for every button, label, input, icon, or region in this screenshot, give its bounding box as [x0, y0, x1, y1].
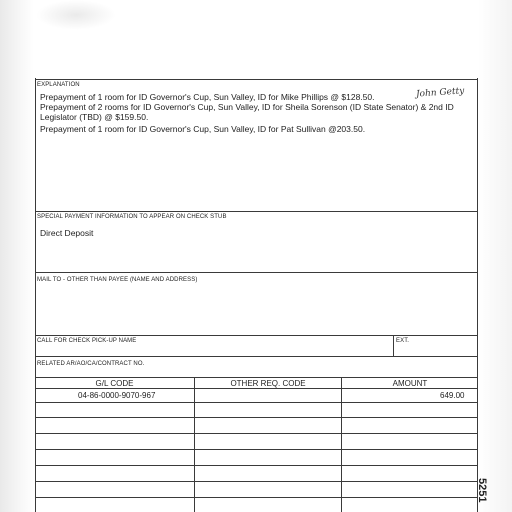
mail-to-label: MAIL TO - OTHER THAN PAYEE (NAME AND ADDRESS) [37, 277, 198, 283]
table-row-line [35, 497, 478, 498]
divider-call-pickup [35, 335, 478, 336]
table-top [35, 377, 478, 378]
handwritten-signature: John Getty [415, 86, 465, 100]
frame-top [35, 79, 478, 80]
frame-left [35, 78, 36, 512]
special-payment-value: Direct Deposit [40, 228, 94, 238]
scan-shadow [0, 0, 34, 512]
explanation-line-4: Prepayment of 1 room for ID Governor's Cup, Sun Valley, ID for Pat Sullivan @203.50. [40, 124, 366, 134]
table-col-divider-1 [194, 377, 195, 512]
ext-label: EXT. [396, 338, 410, 344]
col-header-amount: AMOUNT [392, 379, 428, 388]
call-pickup-label: CALL FOR CHECK PICK-UP NAME [37, 338, 137, 344]
explanation-line-2: Prepayment of 2 rooms for ID Governor's Cup, Sun Valley, ID for Sheila Sorenson (ID State Senator) & 2nd ID [40, 102, 454, 112]
table-row-line [35, 449, 478, 450]
explanation-label: EXPLANATION [37, 82, 80, 88]
scan-smudge [36, 0, 116, 30]
col-header-other-req-code: OTHER REQ. CODE [230, 379, 306, 388]
explanation-line-1: Prepayment of 1 room for ID Governor's Cup, Sun Valley, ID for Mike Phillips @ $128.50. [40, 92, 375, 102]
ext-divider [393, 335, 394, 356]
scan-edge [478, 0, 512, 512]
divider-mail-to [35, 272, 478, 273]
table-row-line [35, 433, 478, 434]
divider-related [35, 356, 478, 357]
table-header-bottom [35, 388, 478, 389]
table-row-line [35, 465, 478, 466]
table-row-line [35, 417, 478, 418]
special-payment-label: SPECIAL PAYMENT INFORMATION TO APPEAR ON CHECK STUB [37, 214, 227, 220]
table-row-line [35, 402, 478, 403]
related-label: RELATED AR/AO/CA/CONTRACT NO. [37, 361, 145, 367]
table-col-divider-2 [341, 377, 342, 512]
frame-right [477, 78, 478, 512]
page-edge-number: 5251 [476, 478, 488, 503]
divider-special-payment [35, 211, 478, 212]
row-1-gl-code: 04-86-0000-9070-967 [78, 391, 156, 400]
row-1-amount: 649.00 [440, 391, 465, 400]
table-row-line [35, 481, 478, 482]
explanation-line-3: Legislator (TBD) @ $159.50. [40, 112, 149, 122]
col-header-gl-code: G/L CODE [95, 379, 134, 388]
